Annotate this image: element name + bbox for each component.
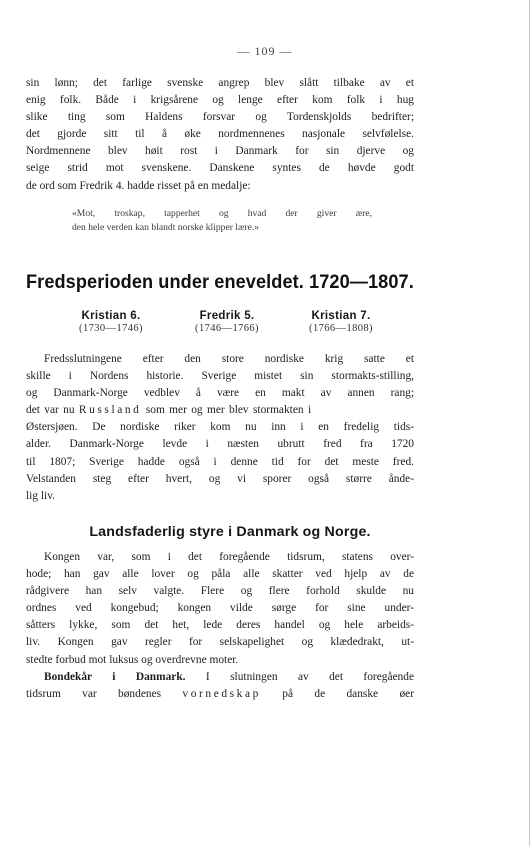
text-line: sin lønn; det farlige svenske angrep blev slått tilbake av et bbox=[26, 77, 414, 89]
king-entry bbox=[56, 310, 166, 334]
text-run: tidsrum var bøndenes bbox=[26, 688, 183, 701]
text-line: Fredsslutningene efter den store nordiske krig satte et bbox=[44, 353, 414, 365]
emphasis-russland: Russland bbox=[78, 404, 142, 417]
paragraph-2 bbox=[26, 351, 414, 505]
text-line: alder. Danmark-Norge levde i næsten ubrutt fred fra 1720 bbox=[26, 438, 414, 451]
quote-line: «Mot, troskap, tapperhet og hvad der giver ære, bbox=[72, 208, 372, 219]
king-years: (1730—1746) bbox=[79, 323, 143, 334]
text-run: på de danske øer bbox=[260, 688, 414, 701]
emphasis-vornedskap: vornedskap bbox=[182, 688, 261, 701]
text-line bbox=[26, 669, 414, 686]
text-line: stedte forbud mot luksus og overdrevne moter. bbox=[26, 653, 239, 666]
king-name: Fredrik 5. bbox=[199, 310, 255, 322]
text-line: til 1807; Sverige hadde også i denne tid for det meste fred. bbox=[26, 455, 414, 468]
text-line: skille i Nordens historie. Sverige mistet sin stormakts-stilling, bbox=[26, 370, 414, 383]
text-line: rådgivere han selv valgte. Flere og flere forhold skulde nu bbox=[26, 585, 414, 598]
text-run: som mer og mer blev stormakten i bbox=[141, 404, 312, 417]
text-line: hode; han gav alle lover og påla alle skatter ved hjelp av de bbox=[26, 568, 414, 581]
page-number: — 109 — bbox=[237, 44, 293, 58]
text-line: og Danmark-Norge vedblev å være en makt av annen rang; bbox=[26, 387, 414, 400]
king-name: Kristian 7. bbox=[311, 310, 371, 322]
paragraph-4 bbox=[26, 669, 414, 703]
text-line: Velstanden steg efter hvert, og vi sporer også større ånde- bbox=[26, 472, 414, 485]
text-line: lig liv. bbox=[26, 489, 56, 502]
text-line: liv. Kongen gav regler for selskapelighet og klædedrakt, ut- bbox=[26, 636, 414, 649]
run-in-heading: Bondekår i Danmark. bbox=[44, 671, 186, 683]
king-entry bbox=[172, 310, 282, 334]
king-name: Kristian 6. bbox=[81, 310, 141, 322]
text-line: slike ting som Haldens forsvar og Tordenskjolds bedrifter; bbox=[26, 111, 414, 124]
text-line bbox=[26, 402, 414, 419]
king-years: (1746—1766) bbox=[195, 323, 259, 334]
text-line: de ord som Fredrik 4. hadde risset på en medalje: bbox=[26, 179, 251, 192]
paragraph-3 bbox=[26, 549, 414, 669]
section-heading: Landsfaderlig styre i Danmark og Norge. bbox=[89, 524, 371, 540]
text-line: seige strid mot svenskene. Danskene syntes de høvde godt bbox=[26, 162, 414, 175]
text-line: Østersjøen. De nordiske riker kom nu inn i en fredelig tids- bbox=[26, 421, 414, 434]
chapter-heading: Fredsperioden under eneveldet. 1720—1807. bbox=[26, 271, 414, 293]
text-run: I slutningen av det foregående bbox=[185, 671, 414, 683]
paragraph-1 bbox=[26, 75, 414, 195]
text-line: det gjorde sitt til å øke nordmennenes nasjonale selvfølelse. bbox=[26, 128, 414, 141]
text-line: ordnes ved kongebud; kongen vilde sørge for sine under- bbox=[26, 602, 414, 615]
medal-quote bbox=[72, 207, 372, 235]
text-line: enig folk. Både i krigsårene og lenge efter kom folk i hug bbox=[26, 94, 414, 107]
text-run: det var nu bbox=[26, 404, 79, 417]
text-line: Nordmennene blev høit rost i Danmark for sin djerve og bbox=[26, 145, 414, 158]
king-years: (1766—1808) bbox=[309, 323, 373, 334]
quote-line: den hele verden kan blandt norske klipper lære.» bbox=[72, 222, 260, 233]
text-line bbox=[26, 686, 414, 703]
text-line: såtters lykke, som det het, lede deres handel og hele arbeids- bbox=[26, 619, 414, 632]
text-line: Kongen var, som i det foregående tidsrum, statens over- bbox=[44, 551, 414, 563]
king-entry bbox=[286, 310, 396, 334]
